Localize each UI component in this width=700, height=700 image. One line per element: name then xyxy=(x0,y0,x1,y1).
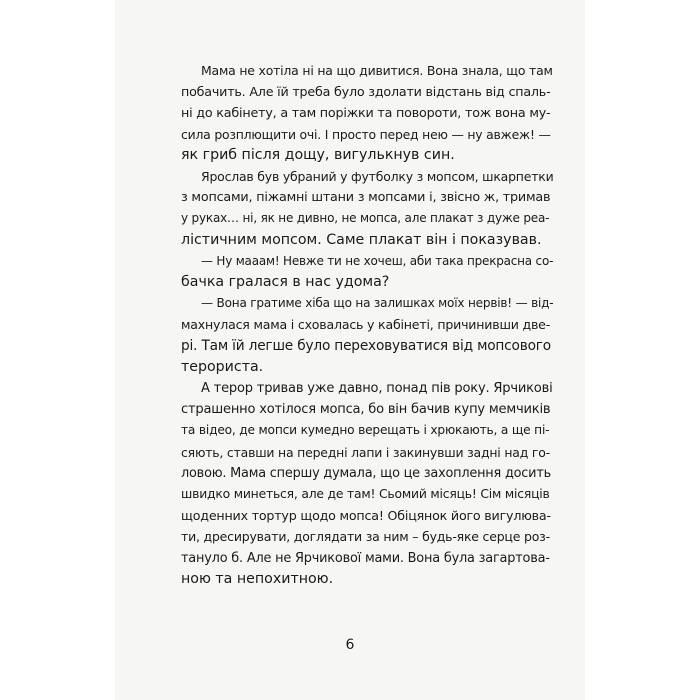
text-line: з мопсами, піжамні штани з мопсами і, звісно ж, тримав xyxy=(181,190,551,206)
text-line: терориста. xyxy=(181,358,264,375)
text-line: рі. Там їй легше було переховуватися від мопсового xyxy=(181,337,551,354)
text-line: страшенно хотілося мопса, бо він бачив купу мемчиків xyxy=(181,402,551,418)
text-line: у руках… ні, як не дивно, не мопса, але плакат з дуже реа- xyxy=(181,211,550,226)
text-line: Мама не хотіла ні на що дивитися. Вона знала, що там xyxy=(201,63,553,78)
text-line: А терор тривав уже давно, понад пів року. Ярчикові xyxy=(201,381,553,397)
text-line: швидко минеться, але де там! Сьомий місяць! Сім місяців xyxy=(181,487,550,502)
text-line: сяють, ставши на передні лапи і закинувши задні над го- xyxy=(181,444,550,460)
text-line: ловою. Мама спершу думала, що це захоплення досить xyxy=(181,465,551,481)
text-line: — Вона гратиме хіба що на залишках моїх нервів! — від- xyxy=(201,296,554,311)
body-text xyxy=(181,60,561,590)
text-line: лістичним мопсом. Саме плакат він і показував. xyxy=(181,231,542,248)
text-line: ні до кабінету, а там поріжки та повороти, тож вона му- xyxy=(181,105,551,121)
text-line: як гриб після дощу, вигулькнув син. xyxy=(181,146,455,163)
text-line: ти, дресирувати, доглядати за ним – будь-яке серце роз- xyxy=(181,529,550,545)
text-line: та відео, де мопси кумедно верещать і хрюкають, а ще пі- xyxy=(181,423,550,438)
text-line: махнулася мама і сховалась у кабінеті, причинивши две- xyxy=(181,317,551,333)
book-page xyxy=(115,0,585,700)
text-line: сила розплющити очі. І просто перед нею — ну авжеж! — xyxy=(181,126,551,142)
text-line: Ярослав був убраний у футболку з мопсом, шкарпетки xyxy=(201,169,554,185)
text-line: ною та непохитною. xyxy=(181,570,334,587)
text-line: тануло б. Але не Ярчикової мами. Вона була загартова- xyxy=(181,550,550,566)
text-line: побачить. Але їй треба було здолати відстань від спаль- xyxy=(181,84,551,100)
text-line: — Ну мааам! Невже ти не хочеш, аби така прекрасна со- xyxy=(201,253,554,268)
text-line: бачка гралася в нас удома? xyxy=(181,274,390,291)
page-number: 6 xyxy=(345,637,355,653)
text-line: щоденних тортур щодо мопса! Обіцянок його вигулюва- xyxy=(181,508,551,524)
